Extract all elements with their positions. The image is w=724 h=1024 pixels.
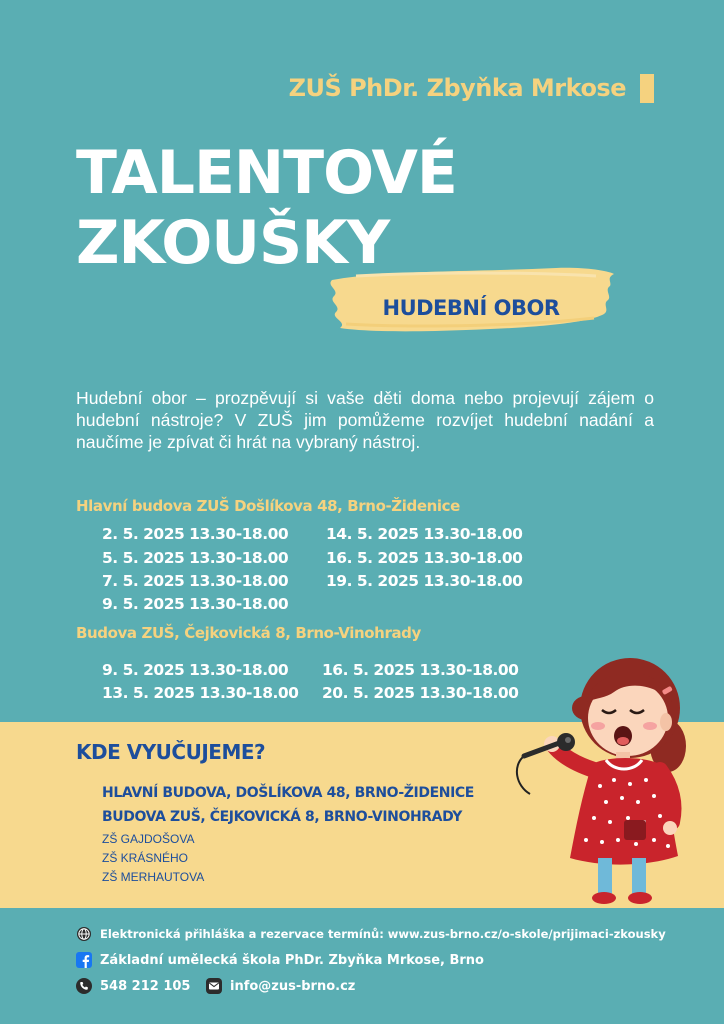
facebook-icon: [76, 952, 92, 968]
phone-row: [76, 978, 190, 994]
phone-number[interactable]: 548 212 105: [100, 978, 191, 994]
subtitle-brush: [326, 266, 616, 336]
date-item: 9. 5. 2025 13.30-18.00: [102, 661, 289, 679]
date-item: 5. 5. 2025 13.30-18.00: [102, 549, 289, 567]
registration-row: [76, 926, 666, 942]
email-row: [206, 978, 355, 994]
date-item: 9. 5. 2025 13.30-18.00: [102, 595, 289, 613]
phone-icon: [76, 978, 92, 994]
date-item: 19. 5. 2025 13.30-18.00: [326, 572, 523, 590]
subtitle: HUDEBNÍ OBOR: [382, 296, 560, 320]
teaching-place: HLAVNÍ BUDOVA, DOŠLÍKOVA 48, BRNO-ŽIDENICE: [102, 785, 474, 801]
singing-girl-illustration: [510, 646, 690, 908]
title-line-2: ZKOUŠKY: [76, 208, 390, 278]
facebook-row: [76, 952, 484, 968]
globe-icon: [76, 926, 92, 942]
teaching-title: KDE VYUČUJEME?: [76, 740, 266, 764]
teaching-school: ZŠ MERHAUTOVA: [102, 870, 205, 884]
date-item: 7. 5. 2025 13.30-18.00: [102, 572, 289, 590]
registration-link[interactable]: Elektronická přihláška a rezervace termínů: www.zus-brno.cz/o-skole/prijimaci-zkousky: [100, 927, 666, 941]
teaching-place: BUDOVA ZUŠ, ČEJKOVICKÁ 8, BRNO-VINOHRADY: [102, 809, 463, 825]
email-address[interactable]: info@zus-brno.cz: [230, 978, 356, 994]
accent-bar: [640, 74, 654, 103]
school-name: ZUŠ PhDr. Zbyňka Mrkose: [288, 74, 626, 102]
date-item: 2. 5. 2025 13.30-18.00: [102, 525, 289, 543]
date-item: 13. 5. 2025 13.30-18.00: [102, 684, 299, 702]
teaching-school: ZŠ KRÁSNÉHO: [102, 851, 189, 865]
envelope-icon: [206, 978, 222, 994]
date-item: 16. 5. 2025 13.30-18.00: [322, 661, 519, 679]
date-item: 16. 5. 2025 13.30-18.00: [326, 549, 523, 567]
date-item: 20. 5. 2025 13.30-18.00: [322, 684, 519, 702]
location-title-main: Hlavní budova ZUŠ Došlíkova 48, Brno-Židenice: [76, 497, 460, 515]
location-title-vinohrady: Budova ZUŠ, Čejkovická 8, Brno-Vinohrady: [76, 624, 421, 642]
date-item: 14. 5. 2025 13.30-18.00: [326, 525, 523, 543]
intro-text: Hudební obor – prozpěvují si vaše děti doma nebo projevují zájem o hudební nástroje? V ZUŠ jim pomůžeme rozvíjet hudební nadání a naučíme je zpívat či hrát na vybraný nástroj.: [76, 388, 654, 452]
teaching-school: ZŠ GAJDOŠOVA: [102, 832, 195, 846]
title-line-1: TALENTOVÉ: [76, 138, 457, 208]
facebook-link[interactable]: Základní umělecká škola PhDr. Zbyňka Mrkose, Brno: [100, 952, 484, 968]
page-title: [76, 138, 457, 278]
